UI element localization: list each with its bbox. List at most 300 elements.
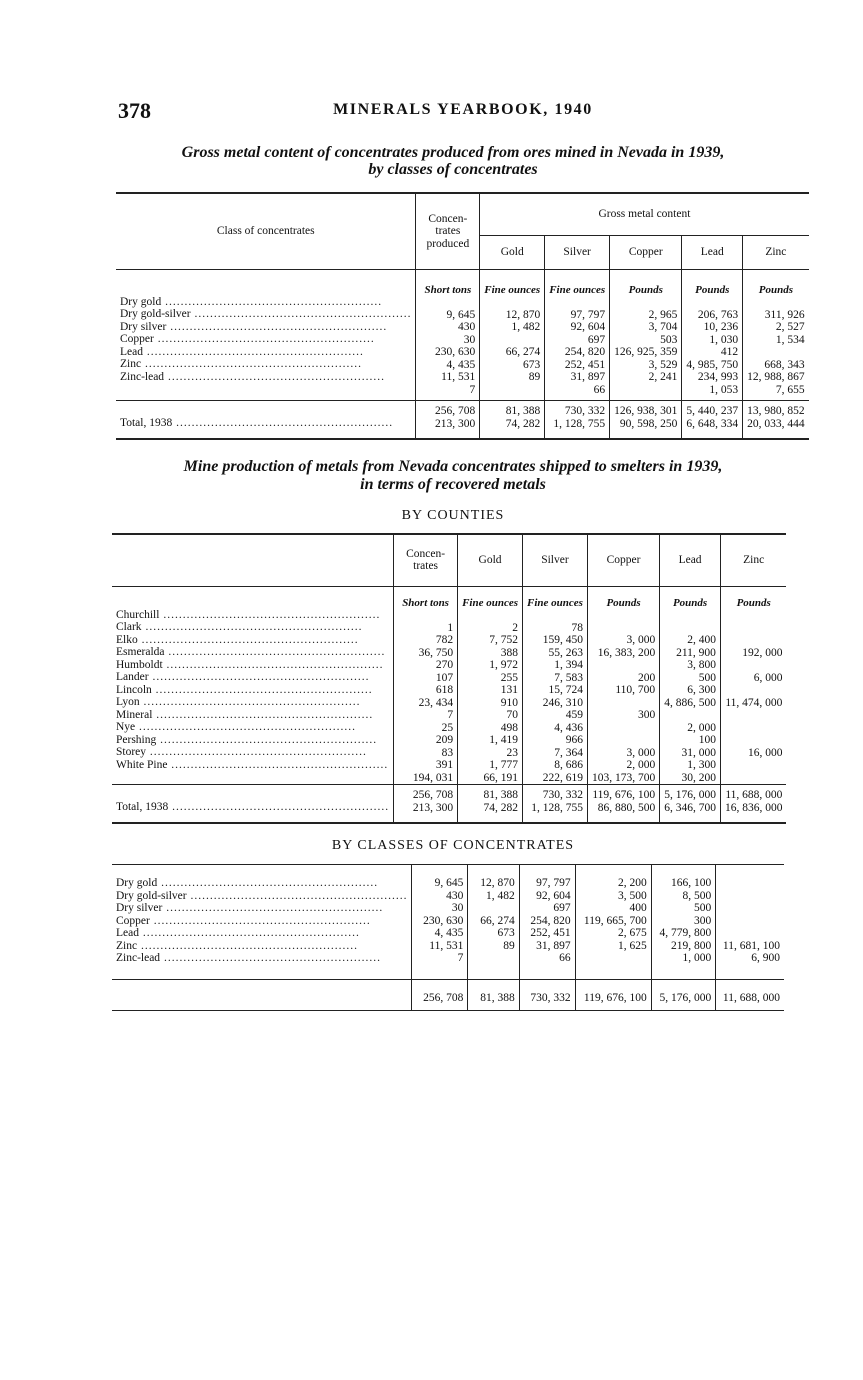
page-number: 378 [118, 98, 151, 123]
cell-value: 1, 777 [489, 759, 518, 771]
cell-empty [725, 709, 783, 722]
cell-value: 30 [463, 333, 476, 346]
row-label [116, 902, 407, 915]
cell-value: 192, 000 [742, 646, 783, 659]
cell-empty [592, 622, 655, 635]
cell-value: 697 [587, 333, 606, 346]
cell-value: 412 [720, 346, 739, 358]
row-label [116, 671, 389, 684]
total-1938-value: 74, 282 [483, 801, 518, 814]
cell-value: 31, 000 [681, 746, 716, 759]
total-value: 5, 176, 000 [659, 991, 712, 1004]
table1-header-produced: Concen-trates produced [416, 193, 480, 269]
total-1938-value: 6, 648, 334 [686, 417, 739, 430]
row-label [120, 346, 411, 359]
cell-value: 7, 752 [489, 634, 518, 646]
table1-total-lead [682, 401, 743, 439]
table2-total-lead [660, 785, 721, 823]
cell-value: 3, 529 [648, 358, 678, 371]
cell-value: 270 [435, 659, 454, 671]
cell-value: 966 [565, 734, 583, 746]
table1-header-class: Class of concentrates [116, 193, 416, 269]
cell-value: 3, 704 [648, 321, 678, 333]
spacer [484, 296, 540, 309]
table1-header-zinc: Zinc [743, 235, 809, 269]
cell-value: 97, 797 [570, 308, 606, 321]
table2-class-col-copper [575, 865, 651, 980]
cell-value: 66, 191 [483, 771, 518, 784]
row-label-text: Zinc-lead ..... [116, 952, 381, 964]
cell-value: 89 [503, 939, 515, 952]
table1-total-zinc [743, 401, 809, 439]
cell-value: 1, 625 [618, 939, 647, 952]
cell-value: 1, 972 [489, 659, 518, 671]
row-label [116, 721, 389, 734]
spacer [614, 296, 677, 309]
table2-subhead-counties: BY COUNTIES [401, 508, 505, 523]
table2-class-col-lead [651, 865, 715, 980]
cell-value: 500 [698, 671, 716, 684]
cell-empty [725, 659, 783, 672]
table2-class-col-silver [519, 865, 575, 980]
row-label-text: Dry gold ..... [116, 877, 378, 889]
cell-value: 230, 630 [435, 346, 476, 358]
table2-title-line2: in terms of recovered metals [360, 476, 546, 493]
cell-value: 2, 000 [687, 721, 716, 734]
unit-label: Short tons [424, 283, 472, 296]
cell-value: 103, 173, 700 [591, 771, 656, 784]
unit-label: Fine ounces [549, 283, 606, 296]
row-label-text: Zinc-lead ..... [120, 371, 385, 383]
row-label-text: Dry silver ..... [120, 321, 387, 333]
table1-total-gold [480, 401, 545, 439]
table1-col-gold [480, 284, 545, 401]
total-value: 81, 388 [505, 405, 541, 417]
table1-total-copper [610, 401, 682, 439]
row-label-text: Esmeralda ..... [116, 646, 385, 658]
cell-value: 2, 965 [648, 308, 678, 321]
unit-label: Pounds [736, 596, 771, 609]
cell-value: 391 [435, 759, 454, 771]
cell-value: 6, 900 [751, 952, 780, 964]
cell-value: 31, 897 [570, 371, 606, 383]
total-value: 11, 688, 000 [722, 991, 780, 1004]
cell-value: 782 [435, 634, 454, 646]
table2-total-silver [523, 785, 588, 823]
cell-value: 255 [500, 671, 518, 684]
cell-value: 16, 383, 200 [597, 646, 656, 659]
unit-label: Pounds [628, 283, 663, 296]
row-label [120, 333, 411, 346]
table2-total-gold [458, 785, 523, 823]
cell-value: 2, 200 [618, 877, 647, 889]
table1-col-concentrates [416, 284, 480, 401]
total-value: 730, 332 [564, 405, 606, 417]
cell-empty [592, 734, 655, 747]
total-1938-value: 6, 346, 700 [664, 801, 716, 814]
cell-value: 12, 870 [505, 308, 541, 321]
table2-col-gold [458, 586, 523, 785]
cell-value: 11, 681, 100 [722, 939, 780, 952]
table2-header-silver: Silver [523, 534, 588, 586]
total-value: 126, 938, 301 [614, 405, 678, 417]
cell-value: 7 [447, 709, 454, 721]
row-label [120, 321, 411, 334]
cell-empty [720, 915, 780, 928]
table2-classes [112, 864, 784, 1011]
cell-empty [720, 927, 780, 940]
total-value: 730, 332 [542, 789, 583, 801]
cell-value: 194, 031 [412, 771, 454, 784]
cell-value: 206, 763 [697, 308, 739, 321]
cell-value: 8, 686 [554, 759, 583, 771]
row-label-text: Clark ..... [116, 621, 362, 633]
total-value: 256, 708 [412, 789, 454, 801]
cell-value: 2, 000 [626, 759, 656, 771]
cell-value: 15, 724 [548, 684, 583, 696]
cell-value: 89 [528, 371, 541, 383]
row-label-text: Dry gold ..... [120, 296, 382, 308]
row-label-text: Zinc ..... [120, 358, 362, 370]
cell-value: 430 [458, 321, 476, 333]
table2-class-col-gold [468, 865, 519, 980]
table2-col-zinc [720, 586, 786, 785]
cell-value: 78 [571, 621, 583, 634]
cell-empty [725, 622, 783, 635]
cell-value: 697 [553, 902, 571, 914]
table1-header-silver: Silver [545, 235, 610, 269]
row-label [116, 759, 389, 772]
cell-value: 66 [559, 952, 571, 964]
cell-value: 10, 236 [703, 321, 739, 333]
unit-label: Fine ounces [484, 283, 541, 296]
table2-col-copper [587, 586, 659, 785]
cell-value: 100 [698, 734, 716, 746]
cell-value: 11, 531 [441, 371, 476, 383]
table1-title-line1: Gross metal content of concentrates produced from ores mined in Nevada in 1939, [181, 144, 725, 161]
total-1938-value: 1, 128, 755 [531, 801, 583, 814]
row-label [116, 927, 407, 940]
cell-value: 36, 750 [418, 646, 454, 659]
cell-value: 400 [629, 902, 647, 914]
cell-value: 55, 263 [548, 646, 583, 659]
cell-empty [664, 622, 716, 635]
row-label-text: Lead ..... [116, 927, 360, 939]
table1-col-lead [682, 284, 743, 401]
total-value: 730, 332 [530, 991, 571, 1004]
cell-value: 1, 300 [687, 759, 716, 771]
row-label [116, 734, 389, 747]
cell-value: 311, 926 [764, 308, 805, 321]
total-1938-value: 16, 836, 000 [724, 801, 783, 814]
row-label-text: Elko ..... [116, 634, 359, 646]
cell-empty [720, 877, 780, 890]
cell-value: 7, 655 [775, 383, 805, 396]
table2-class-total-copper [575, 979, 651, 1010]
cell-value: 2, 400 [687, 634, 716, 646]
cell-value: 252, 451 [530, 927, 571, 939]
cell-empty [592, 697, 655, 710]
cell-value: 7, 583 [554, 671, 583, 684]
cell-value: 110, 700 [615, 684, 656, 696]
cell-value: 498 [500, 721, 518, 734]
cell-value: 92, 604 [570, 321, 606, 333]
unit-label: Fine ounces [462, 596, 518, 609]
cell-empty [720, 902, 780, 915]
unit-label: Pounds [758, 283, 793, 296]
cell-value: 25 [441, 721, 454, 734]
cell-value: 126, 925, 359 [614, 346, 678, 358]
total-1938-value: 213, 300 [412, 801, 454, 814]
table2-counties [112, 533, 786, 824]
total-value: 5, 440, 237 [686, 405, 739, 417]
row-label-text: White Pine ..... [116, 759, 388, 771]
table1-header-copper: Copper [610, 235, 682, 269]
spacer [462, 609, 518, 622]
row-label-text: Mineral ..... [116, 709, 373, 721]
cell-value: 1, 482 [485, 889, 515, 902]
running-header [118, 98, 788, 124]
row-label-text: Lead ..... [120, 346, 364, 358]
running-title: MINERALS YEARBOOK, 1940 [333, 101, 593, 118]
cell-value: 4, 435 [446, 358, 476, 371]
table2-class-total-concentrates [412, 979, 468, 1010]
cell-value: 23, 434 [418, 696, 454, 709]
cell-value: 131 [500, 684, 518, 696]
row-label [116, 915, 407, 928]
cell-empty [614, 384, 677, 397]
cell-value: 246, 310 [542, 696, 583, 709]
table2-col-lead [660, 586, 721, 785]
table2-class-total-silver [519, 979, 575, 1010]
row-label [116, 952, 407, 965]
cell-value: 97, 797 [536, 877, 571, 889]
cell-value: 7, 364 [554, 746, 583, 759]
cell-empty [472, 952, 514, 965]
table2-class-total-gold [468, 979, 519, 1010]
row-label-text: Storey ..... [116, 746, 367, 758]
table2-total-zinc [720, 785, 786, 823]
table2-class-total-zinc [716, 979, 784, 1010]
cell-value: 159, 450 [542, 634, 583, 646]
cell-value: 388 [500, 646, 518, 659]
cell-value: 668, 343 [764, 358, 805, 371]
cell-value: 200 [637, 671, 656, 684]
cell-value: 8, 500 [682, 889, 712, 902]
table1-header-gold: Gold [480, 235, 545, 269]
cell-value: 1, 000 [682, 952, 712, 964]
cell-value: 673 [497, 927, 515, 939]
total-value: 13, 980, 852 [747, 405, 805, 417]
table2-total-copper [587, 785, 659, 823]
table1-header-lead: Lead [682, 235, 743, 269]
cell-value: 4, 435 [434, 927, 464, 939]
cell-value: 910 [500, 696, 518, 709]
table1-col-silver [545, 284, 610, 401]
cell-value: 252, 451 [564, 358, 606, 371]
table2-header-concentrates: Concen-trates [394, 534, 458, 586]
cell-value: 1 [447, 621, 454, 634]
cell-value: 83 [441, 746, 454, 759]
table2-class-col-concentrates [412, 865, 468, 980]
total-value: 81, 388 [483, 789, 518, 801]
row-label [116, 609, 389, 622]
spacer [549, 296, 605, 309]
cell-empty [725, 684, 783, 697]
cell-empty [747, 346, 805, 359]
cell-value: 2, 241 [648, 371, 678, 383]
row-label-text: Humboldt ..... [116, 659, 384, 671]
total-value: 81, 388 [480, 991, 515, 1004]
cell-value: 92, 604 [536, 889, 571, 902]
cell-value: 30, 200 [681, 771, 716, 784]
total-1938-value: 213, 300 [435, 417, 476, 430]
row-label [116, 621, 389, 634]
cell-value: 1, 419 [489, 734, 518, 746]
cell-value: 209 [435, 734, 454, 746]
cell-value: 66, 274 [480, 914, 515, 927]
total-1938-value: 20, 033, 444 [747, 417, 805, 430]
cell-empty [664, 709, 716, 722]
cell-value: 4, 886, 500 [664, 696, 716, 709]
cell-value: 23 [506, 746, 518, 759]
row-label [116, 877, 407, 890]
cell-empty [484, 334, 540, 347]
row-label [116, 696, 389, 709]
row-label-text: Lincoln ..... [116, 684, 373, 696]
cell-value: 254, 820 [564, 346, 606, 358]
cell-empty [725, 722, 783, 735]
cell-value: 16, 000 [747, 746, 783, 759]
total-1938-value: 1, 128, 755 [553, 417, 606, 430]
cell-value: 1, 394 [554, 659, 583, 671]
cell-value: 1, 053 [709, 383, 739, 396]
cell-value: 9, 645 [434, 877, 464, 889]
table1-col-zinc [743, 284, 809, 401]
cell-value: 31, 897 [536, 939, 571, 952]
cell-value: 66 [593, 383, 606, 396]
row-label-text: Churchill ..... [116, 609, 380, 621]
row-label-text: Copper ..... [120, 333, 375, 345]
spacer [686, 296, 738, 309]
cell-value: 430 [446, 889, 464, 902]
cell-value: 2, 527 [775, 321, 805, 333]
cell-value: 459 [565, 709, 583, 721]
row-label [120, 308, 411, 321]
cell-value: 500 [693, 902, 712, 914]
cell-value: 7 [457, 952, 464, 964]
table2-title-line1: Mine production of metals from Nevada concentrates shipped to smelters in 1939, [183, 458, 723, 475]
cell-value: 2, 675 [618, 927, 647, 939]
row-label-text: Dry gold-silver ..... [120, 308, 411, 320]
table2-total-1938-label: Total, 1938 ..... [112, 785, 394, 823]
unit-label: Short tons [402, 596, 449, 609]
table2-class-labels [112, 865, 412, 980]
cell-value: 211, 900 [676, 646, 716, 659]
total-value: 256, 708 [435, 405, 476, 417]
cell-value: 1, 030 [709, 333, 739, 346]
cell-value: 673 [522, 358, 541, 371]
row-label [120, 296, 411, 309]
table1-header-gross: Gross metal content [480, 193, 809, 235]
row-label-text: Lyon ..... [116, 696, 361, 708]
cell-value: 4, 436 [554, 721, 583, 734]
total-1938-value: 90, 598, 250 [619, 417, 678, 430]
row-label [116, 659, 389, 672]
cell-empty [720, 890, 780, 903]
total-value: 256, 708 [423, 991, 464, 1004]
spacer [664, 609, 716, 622]
cell-value: 11, 531 [429, 939, 464, 952]
row-label [116, 746, 389, 759]
row-label-text: Dry gold-silver ..... [116, 890, 407, 902]
cell-value: 70 [506, 709, 518, 721]
table2-subhead-classes: BY CLASSES OF CONCENTRATES [331, 838, 575, 853]
row-label-text: Dry silver ..... [116, 902, 383, 914]
cell-value: 166, 100 [670, 877, 712, 889]
cell-value: 300 [693, 914, 712, 927]
cell-value: 222, 619 [542, 771, 583, 784]
total-1938-value: 86, 880, 500 [597, 801, 656, 814]
table2-header-lead: Lead [660, 534, 721, 586]
cell-empty [580, 952, 647, 965]
table2-class-col-zinc [716, 865, 784, 980]
row-label-text: Copper ..... [116, 915, 371, 927]
table1-row-labels [116, 284, 416, 401]
cell-value: 618 [435, 684, 454, 696]
total-1938-value: 74, 282 [505, 417, 541, 430]
cell-empty [725, 759, 783, 772]
row-label-text: Lander ..... [116, 671, 369, 683]
spacer [527, 609, 583, 622]
row-label [116, 890, 407, 903]
table2-class-total-lead [651, 979, 715, 1010]
table1 [116, 192, 809, 440]
cell-value: 6, 300 [687, 684, 716, 696]
cell-value: 9, 645 [446, 308, 476, 321]
cell-value: 230, 630 [423, 914, 464, 927]
cell-empty [592, 659, 655, 672]
row-label [116, 684, 389, 697]
spacer [398, 609, 453, 622]
cell-value: 119, 665, 700 [583, 914, 647, 927]
cell-value: 219, 800 [670, 939, 712, 952]
table1-col-copper [610, 284, 682, 401]
cell-value: 3, 800 [687, 659, 716, 671]
row-label [120, 358, 411, 371]
cell-value: 4, 779, 800 [659, 927, 712, 939]
cell-value: 3, 000 [626, 634, 656, 646]
cell-empty [725, 734, 783, 747]
cell-empty [725, 772, 783, 785]
table1-total-silver [545, 401, 610, 439]
table2-total-concentrates [394, 785, 458, 823]
cell-value: 7 [469, 383, 476, 396]
cell-empty [472, 902, 514, 915]
cell-value: 1, 482 [511, 321, 541, 333]
table1-total-concentrates [416, 401, 480, 439]
table2-header-zinc: Zinc [743, 554, 765, 566]
row-label-text: Nye ..... [116, 721, 356, 733]
table1-title-line2: by classes of concentrates [368, 161, 538, 178]
unit-label: Pounds [672, 596, 708, 609]
unit-label: Pounds [606, 596, 641, 609]
cell-value: 6, 000 [753, 671, 783, 684]
row-label [116, 709, 389, 722]
table2-county-labels [112, 586, 394, 785]
cell-value: 30 [451, 902, 464, 914]
cell-value: 254, 820 [530, 914, 571, 927]
